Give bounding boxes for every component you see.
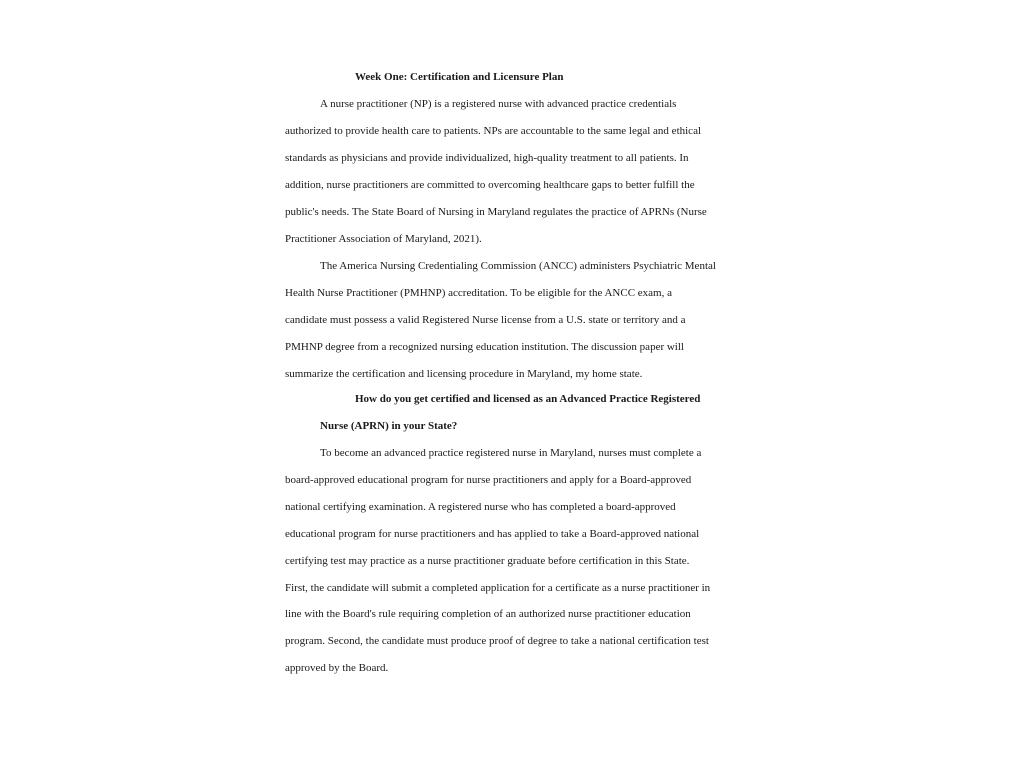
paragraph-2-line-4: PMHNP degree from a recognized nursing education institution. The discussion paper will <box>285 341 684 353</box>
paragraph-1-line-2: authorized to provide health care to patients. NPs are accountable to the same legal and ethical <box>285 125 702 137</box>
document-title: Week One: Certification and Licensure Plan <box>355 71 564 83</box>
paragraph-1-line-4: addition, nurse practitioners are committed to overcoming healthcare gaps to better fulfill the <box>285 179 695 191</box>
paragraph-3-line-1: To become an advanced practice registered nurse in Maryland, nurses must complete a <box>320 447 702 459</box>
paragraph-3-line-6: First, the candidate will submit a completed application for a certificate as a nurse practitioner in <box>285 582 711 594</box>
paragraph-3-line-9: approved by the Board. <box>285 662 389 674</box>
paragraph-3-line-8: program. Second, the candidate must produce proof of degree to take a national certification test <box>285 635 709 647</box>
section-heading-line-2: Nurse (APRN) in your State? <box>320 420 458 432</box>
section-heading-line-1: How do you get certified and licensed as an Advanced Practice Registered <box>355 393 701 405</box>
paragraph-1-line-5: public's needs. The State Board of Nursing in Maryland regulates the practice of APRNs (Nurse <box>285 206 707 218</box>
paragraph-3-line-3: national certifying examination. A registered nurse who has completed a board-approved <box>285 501 676 513</box>
paragraph-2-line-2: Health Nurse Practitioner (PMHNP) accreditation. To be eligible for the ANCC exam, a <box>285 287 672 299</box>
paragraph-2-line-5: summarize the certification and licensing procedure in Maryland, my home state. <box>285 368 643 380</box>
paragraph-3-line-5: certifying test may practice as a nurse practitioner graduate before certification in this State. <box>285 555 690 567</box>
paragraph-2-line-3: candidate must possess a valid Registered Nurse license from a U.S. state or territory and a <box>285 314 686 326</box>
paragraph-3-line-4: educational program for nurse practitioners and has applied to take a Board-approved national <box>285 528 700 540</box>
paragraph-1-line-6: Practitioner Association of Maryland, 2021). <box>285 233 482 245</box>
paragraph-2-line-1: The America Nursing Credentialing Commission (ANCC) administers Psychiatric Mental <box>320 260 716 272</box>
paragraph-3-line-7: line with the Board's rule requiring completion of an authorized nurse practitioner education <box>285 608 691 620</box>
paragraph-1-line-3: standards as physicians and provide individualized, high-quality treatment to all patients. In <box>285 152 689 164</box>
paragraph-3-line-2: board-approved educational program for nurse practitioners and apply for a Board-approved <box>285 474 692 486</box>
paragraph-1-line-1: A nurse practitioner (NP) is a registered nurse with advanced practice credentials <box>320 98 677 110</box>
